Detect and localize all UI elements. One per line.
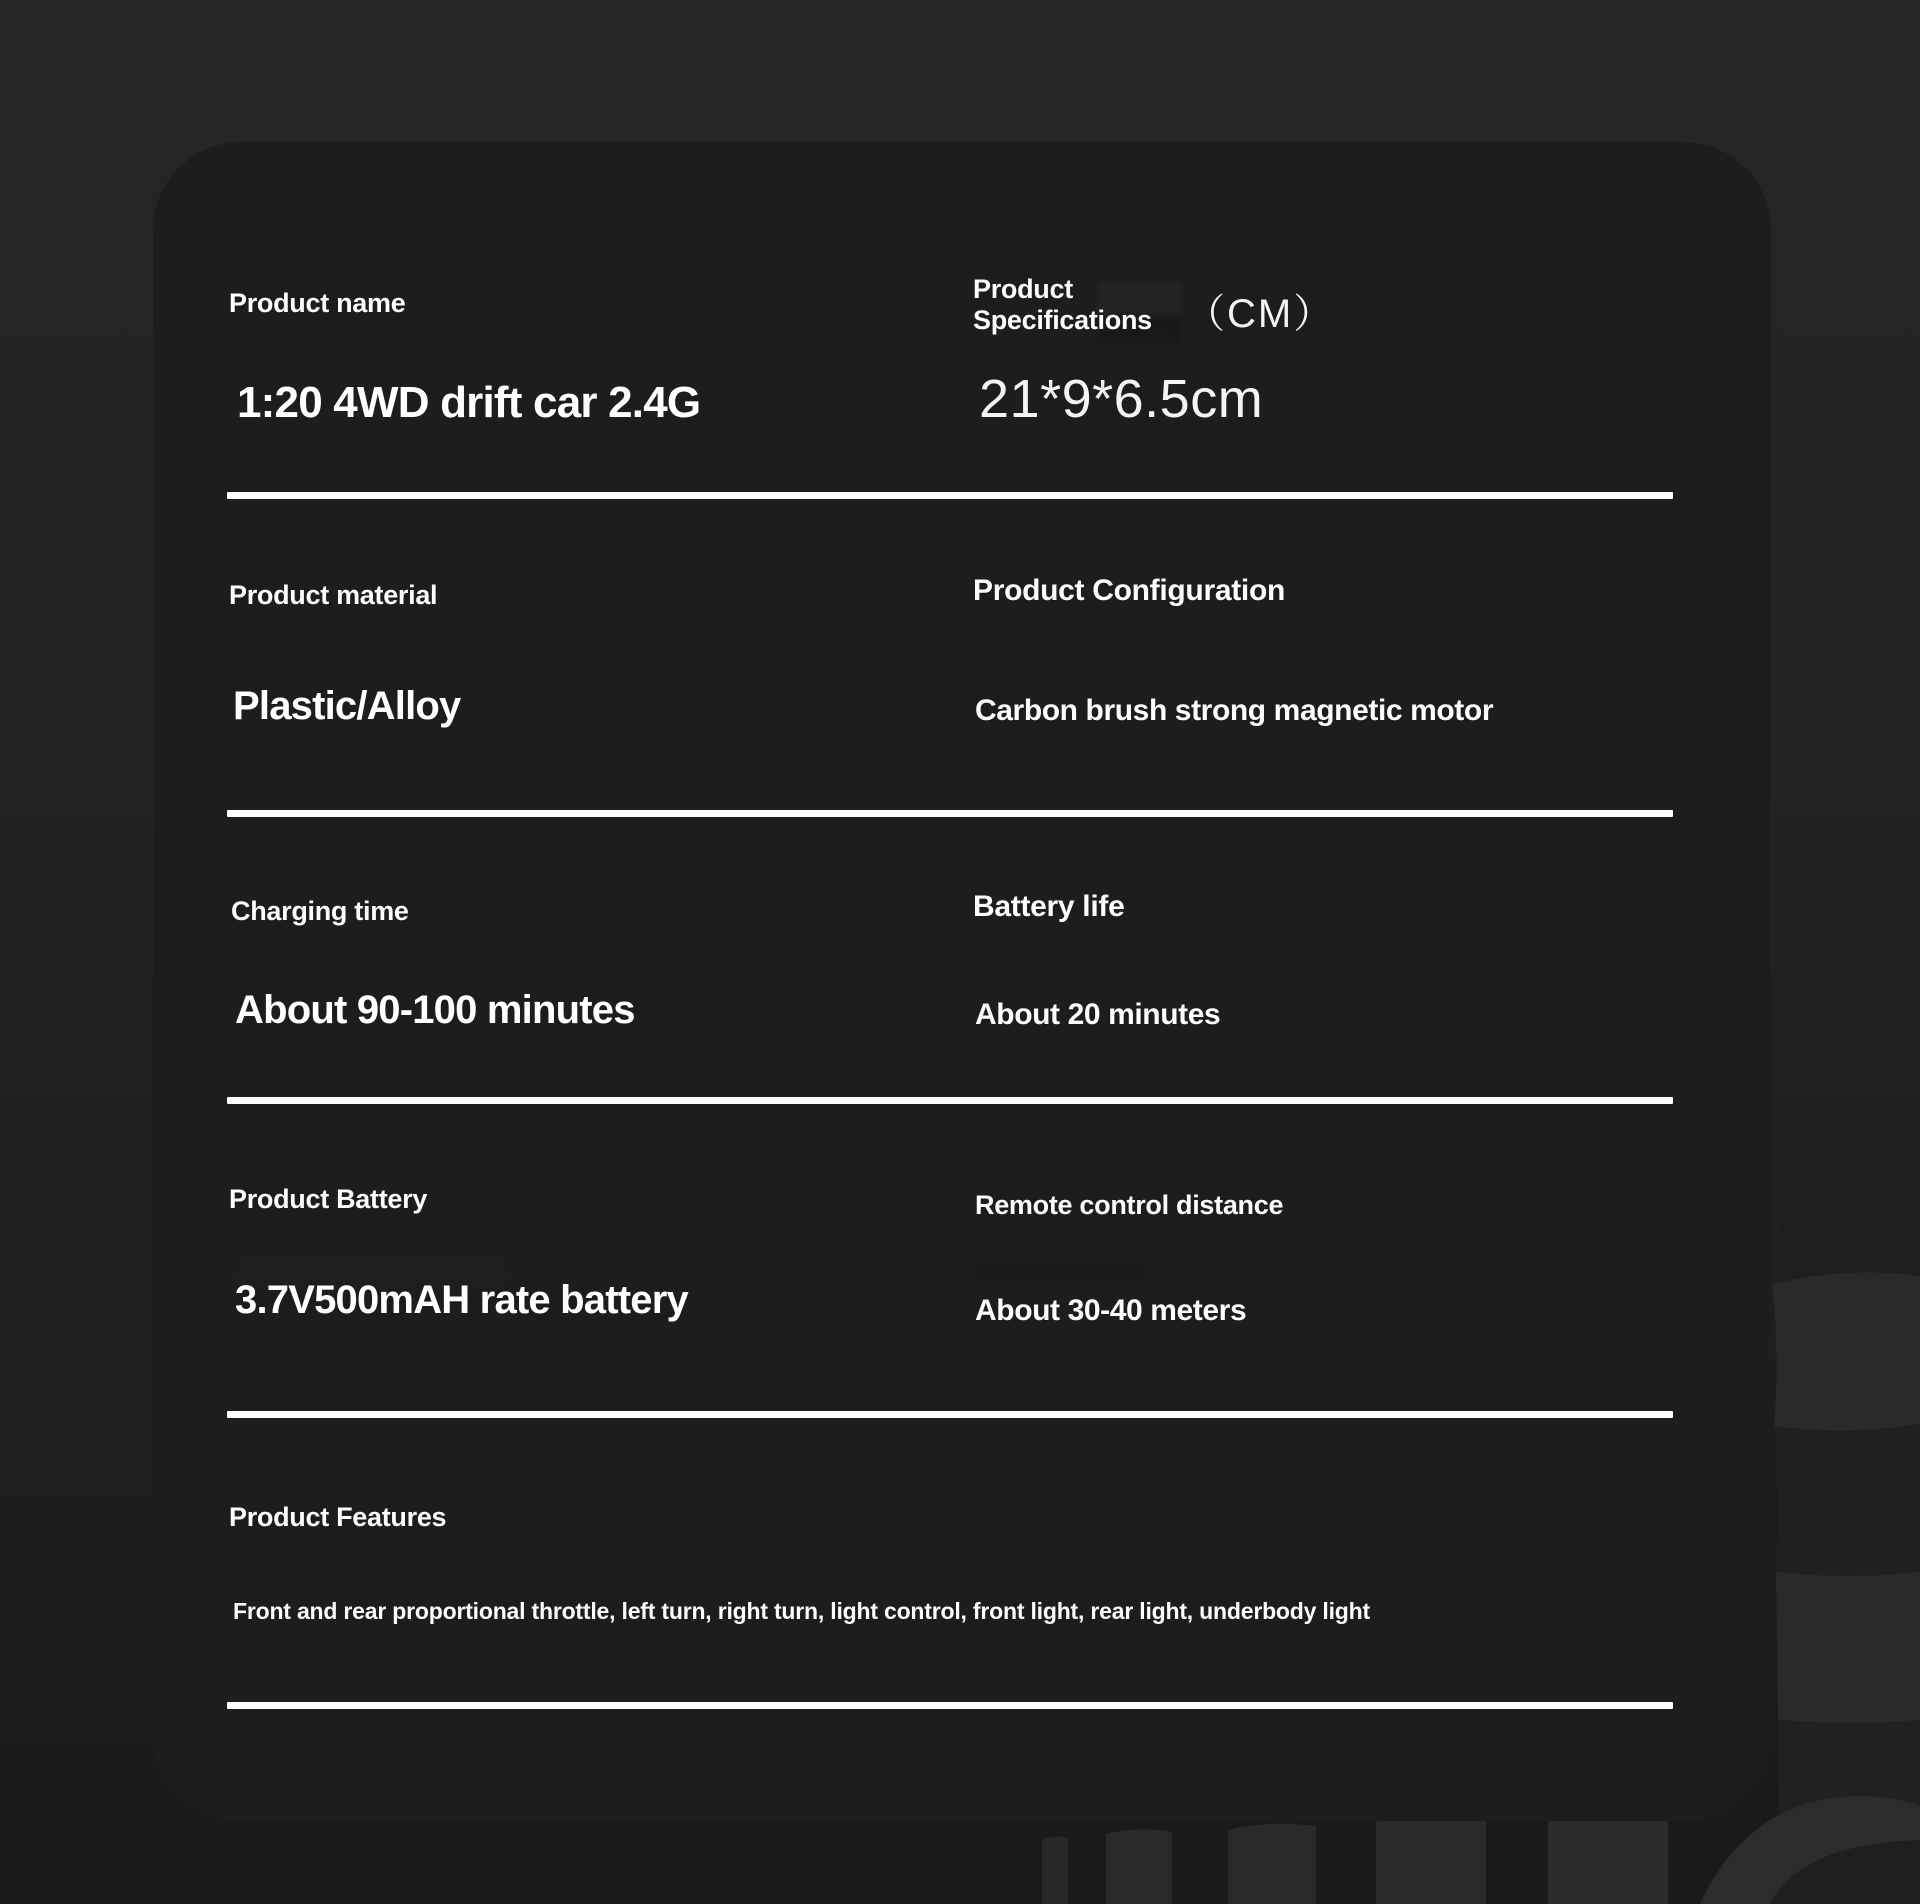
product-specifications-value: 21*9*6.5cm xyxy=(979,369,1264,429)
product-battery-label: Product Battery xyxy=(229,1184,428,1214)
product-material-label: Product material xyxy=(229,580,438,610)
divider-line xyxy=(227,1411,1673,1418)
cm-unit-label: （CM） xyxy=(1185,292,1336,336)
erased-text-artifact xyxy=(975,1262,1147,1282)
product-configuration-label: Product Configuration xyxy=(973,574,1285,607)
divider-line xyxy=(227,810,1673,817)
divider-line xyxy=(227,1702,1673,1709)
charging-time-value: About 90-100 minutes xyxy=(235,988,635,1032)
spec-card xyxy=(153,142,1771,1821)
product-battery-value: 3.7V500mAH rate battery xyxy=(235,1278,688,1322)
battery-life-label: Battery life xyxy=(973,890,1125,923)
battery-life-value: About 20 minutes xyxy=(975,998,1221,1031)
product-configuration-value: Carbon brush strong magnetic motor xyxy=(975,694,1494,727)
product-name-label: Product name xyxy=(229,288,406,318)
divider-line xyxy=(227,492,1673,499)
product-name-value: 1:20 4WD drift car 2.4G xyxy=(237,378,701,427)
product-specifications-label: Product Specifications xyxy=(973,274,1152,336)
remote-control-distance-label: Remote control distance xyxy=(975,1190,1284,1220)
product-material-value: Plastic/Alloy xyxy=(233,684,461,728)
product-features-label: Product Features xyxy=(229,1502,447,1532)
charging-time-label: Charging time xyxy=(231,896,409,926)
divider-line xyxy=(227,1097,1673,1104)
product-features-value: Front and rear proportional throttle, left turn, right turn, light control, front light, rear light, underbody light xyxy=(233,1598,1370,1624)
remote-control-distance-value: About 30-40 meters xyxy=(975,1294,1247,1327)
